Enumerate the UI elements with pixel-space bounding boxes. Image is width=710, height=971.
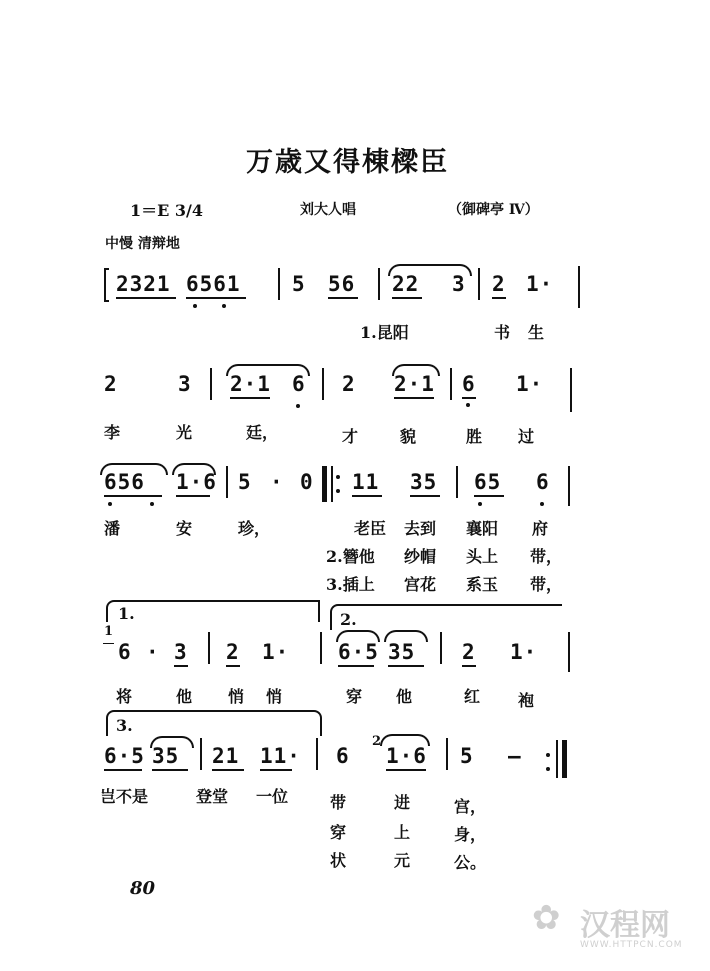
lyric: 悄 — [228, 687, 245, 706]
lyric: 3.插上 — [326, 575, 375, 594]
tempo-marking: 中慢 清辩地 — [105, 236, 180, 252]
start-bracket — [104, 268, 106, 302]
note-group: 1·6 — [386, 744, 427, 768]
lyric: 头上 — [466, 547, 499, 566]
lyric: 府 — [532, 519, 549, 538]
note: · — [146, 640, 160, 664]
volta-2 — [330, 604, 562, 630]
lyric: 李 — [104, 423, 121, 442]
note: · — [270, 470, 284, 494]
volta-2-label: 2. — [340, 610, 357, 629]
lyric: 纱帽 — [404, 547, 437, 566]
repeat-start-barline — [331, 466, 333, 502]
note: 2 — [462, 640, 476, 664]
lyric: 他 — [396, 687, 413, 706]
lyric: 带， — [530, 575, 563, 594]
barline — [456, 466, 458, 498]
lyric: 才 — [342, 427, 359, 446]
lyric: 穿 — [346, 687, 363, 706]
note: 6 — [118, 640, 132, 664]
volta-1-label: 1. — [118, 604, 135, 623]
lyric: 红 — [464, 687, 481, 706]
repeat-start-barline — [322, 466, 327, 502]
barline — [316, 738, 318, 770]
note: 1· — [262, 640, 290, 664]
note: — — [508, 744, 522, 768]
note-group: 11 — [352, 470, 380, 494]
barline — [320, 632, 322, 664]
lyric: 岂不是 — [100, 787, 149, 806]
lyric: 廷， — [246, 423, 279, 442]
note: 1· — [526, 272, 554, 296]
note-group: 65 — [474, 470, 502, 494]
singer-credit: 刘大人唱 — [300, 202, 356, 218]
barline — [378, 268, 380, 300]
note-group: 2321 — [116, 272, 171, 296]
grace-note: 2 — [372, 734, 382, 749]
barline — [322, 368, 324, 400]
lyric: 带 — [330, 793, 347, 812]
barline — [478, 268, 480, 300]
source-label: （御碑亭 Ⅳ） — [448, 202, 539, 218]
note-group: 35 — [152, 744, 180, 768]
barline — [568, 632, 570, 672]
note: 6 — [462, 372, 476, 396]
lyric: 身， — [454, 825, 487, 844]
barline — [200, 738, 202, 770]
note-group: 21 — [212, 744, 240, 768]
barline — [570, 368, 572, 412]
lyric: 带， — [530, 547, 563, 566]
lyric: 状 — [330, 851, 347, 870]
lyric: 老臣 — [354, 519, 387, 538]
note-group: 35 — [388, 640, 416, 664]
lyric: 珍， — [238, 519, 271, 538]
watermark-logo-icon: ✿ — [532, 898, 561, 938]
lyric: 进 — [394, 793, 411, 812]
note-group: 56 — [328, 272, 356, 296]
volta-1 — [106, 600, 320, 622]
barline — [210, 368, 212, 400]
note-group: 2·1 — [230, 372, 271, 396]
repeat-end-barline — [562, 740, 567, 778]
note: 2 — [492, 272, 506, 296]
note: 0 — [300, 470, 314, 494]
note-group: 6·5 — [338, 640, 379, 664]
barline — [208, 632, 210, 664]
barline — [450, 368, 452, 400]
lyric: 潘 — [104, 519, 121, 538]
barline — [278, 268, 280, 300]
lyric: 登堂 — [196, 787, 229, 806]
barline — [440, 632, 442, 664]
lyric: 一位 — [256, 787, 289, 806]
note: 2 — [104, 372, 118, 396]
note: 6 — [536, 470, 550, 494]
note: 6 — [336, 744, 350, 768]
note: 1· — [510, 640, 538, 664]
note-group: 6561 — [186, 272, 241, 296]
note-group: 35 — [410, 470, 438, 494]
note-group: 2·1 — [394, 372, 435, 396]
note: 6 — [292, 372, 306, 396]
key-signature: 1＝E 3/4 — [130, 201, 204, 220]
note: 2 — [342, 372, 356, 396]
lyric: 安 — [176, 519, 193, 538]
note-group: 1·6 — [176, 470, 217, 494]
lyric: 悄 — [266, 687, 283, 706]
lyric: 光 — [176, 423, 193, 442]
volta-3 — [106, 710, 322, 736]
note: 3 — [178, 372, 192, 396]
page-number: 80 — [130, 878, 156, 899]
note: 2 — [226, 640, 240, 664]
volta-3-label: 3. — [116, 716, 133, 735]
lyric: 上 — [394, 823, 411, 842]
watermark-brand: 汉程网 — [580, 908, 670, 943]
barline — [226, 466, 228, 498]
lyric: 宫花 — [404, 575, 437, 594]
lyric: 将 — [116, 687, 133, 706]
lyric: 宫， — [454, 797, 487, 816]
lyric: 元 — [394, 851, 411, 870]
note: 3 — [174, 640, 188, 664]
note: 5 — [292, 272, 306, 296]
watermark-url: WWW.HTTPCN.COM — [580, 940, 683, 950]
lyric: 胜 — [466, 427, 483, 446]
note: 5 — [238, 470, 252, 494]
note-group: 22 — [392, 272, 420, 296]
barline — [446, 738, 448, 770]
lyric: 貌 — [400, 427, 417, 446]
note-group: 11· — [260, 744, 301, 768]
lyric: 过 — [518, 427, 535, 446]
lyric: 穿 — [330, 823, 347, 842]
song-title: 万歳又得棟樑臣 — [246, 147, 449, 178]
lyric: 他 — [176, 687, 193, 706]
note-group: 656 — [104, 470, 145, 494]
note-group: 6·5 — [104, 744, 145, 768]
grace-note: 1 — [104, 624, 114, 639]
lyric: 襄阳 — [466, 519, 499, 538]
note: 1· — [516, 372, 544, 396]
barline — [578, 266, 580, 308]
note: 3 — [452, 272, 466, 296]
lyric: 公。 — [454, 853, 487, 872]
lyric: 1.昆阳 — [360, 323, 409, 342]
lyric: 系玉 — [466, 575, 499, 594]
barline — [568, 466, 570, 506]
lyric: 书生 — [494, 323, 563, 342]
lyric: 去到 — [404, 519, 437, 538]
repeat-end-barline — [556, 740, 558, 778]
lyric: 2.簪他 — [326, 547, 375, 566]
lyric: 袍 — [518, 691, 535, 710]
note: 5 — [460, 744, 474, 768]
